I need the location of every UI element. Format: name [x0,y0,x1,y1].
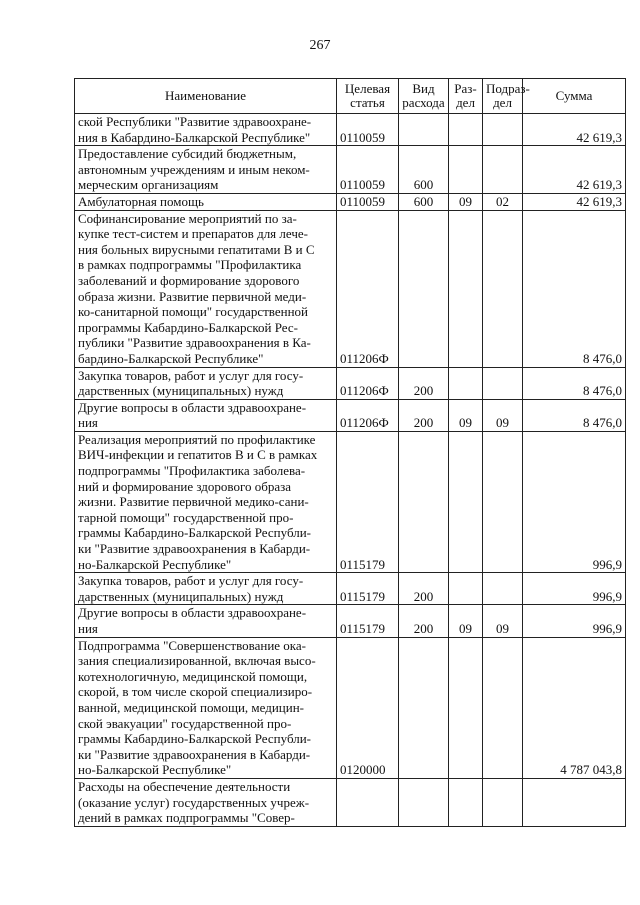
table-row [75,431,626,572]
cell-subsection [483,114,523,146]
cell-expense-type: 600 [399,193,449,210]
page-number: 267 [309,38,331,53]
cell-name: Амбулаторная помощь [75,193,337,210]
cell-section [449,431,483,572]
cell-section: 09 [449,193,483,210]
cell-target: 0110059 [337,114,399,146]
cell-expense-type [399,637,449,778]
cell-target: 011206Ф [337,210,399,367]
cell-target: 011206Ф [337,399,399,431]
cell-amount: 42 619,3 [523,114,626,146]
cell-section [449,114,483,146]
header-name: Наименование [75,79,337,114]
cell-expense-type [399,114,449,146]
cell-amount: 996,9 [523,431,626,572]
cell-amount: 8 476,0 [523,367,626,399]
cell-target [337,778,399,826]
table-row [75,778,626,826]
cell-expense-type: 200 [399,399,449,431]
table-row [75,114,626,146]
cell-amount [523,778,626,826]
cell-subsection [483,573,523,605]
budget-table [74,78,626,827]
cell-name: Закупка товаров, работ и услуг для госу- дарственных (муниципальных) нужд [75,573,337,605]
cell-expense-type: 200 [399,573,449,605]
cell-amount: 42 619,3 [523,193,626,210]
cell-section [449,210,483,367]
cell-section [449,573,483,605]
table-row [75,193,626,210]
table-body [75,114,626,827]
cell-section [449,367,483,399]
cell-name: Расходы на обеспечение деятельности (оказание услуг) государственных учреж- дений в рамках подпрограммы "Совер- [75,778,337,826]
cell-section: 09 [449,605,483,637]
cell-subsection: 09 [483,399,523,431]
cell-name: Предоставление субсидий бюджетным, автономным учреждениям и иным неком- мерческим организациям [75,146,337,194]
cell-name: Другие вопросы в области здравоохране- ния [75,605,337,637]
cell-name: Реализация мероприятий по профилактике ВИЧ-инфекции и гепатитов В и С в рамках подпрограммы "Профилактика заболева- ний и формирование здорового образа жизни. Развитие первичной медико-сани- тарной помощи" государственной про- граммы Кабардино-Балкарской Республи- ки "Развитие здравоохранения в Кабарди- но-Балкарской Республике" [75,431,337,572]
cell-name: Софинансирование мероприятий по за- купке тест-систем и препаратов для лече- ния больных вирусными гепатитами В и С в рамках подпрограммы "Профилактика заболеваний и формирование здорового образа жизни. Развитие первичной меди- ко-санитарной помощи" государственной программы Кабардино-Балкарской Рес- публики "Развитие здравоохранения в Ка- бардино-Балкарской Республике" [75,210,337,367]
cell-amount: 42 619,3 [523,146,626,194]
cell-target: 0115179 [337,573,399,605]
table-row [75,210,626,367]
cell-amount: 996,9 [523,605,626,637]
cell-target: 0110059 [337,193,399,210]
cell-subsection [483,637,523,778]
cell-expense-type [399,431,449,572]
cell-subsection [483,146,523,194]
table-row [75,146,626,194]
cell-subsection [483,210,523,367]
header-section: Раз- дел [449,79,483,114]
cell-section: 09 [449,399,483,431]
cell-name: Другие вопросы в области здравоохране- ния [75,399,337,431]
cell-section [449,637,483,778]
cell-subsection [483,367,523,399]
cell-subsection [483,778,523,826]
table-header-row [75,79,626,114]
cell-name: Закупка товаров, работ и услуг для госу- дарственных (муниципальных) нужд [75,367,337,399]
table-row [75,367,626,399]
cell-target: 011206Ф [337,367,399,399]
table-row [75,573,626,605]
cell-expense-type: 200 [399,367,449,399]
cell-expense-type: 200 [399,605,449,637]
cell-target: 0120000 [337,637,399,778]
cell-amount: 4 787 043,8 [523,637,626,778]
cell-subsection [483,431,523,572]
header-subsection: Подраз- дел [483,79,523,114]
header-amount: Сумма [523,79,626,114]
cell-name: ской Республики "Развитие здравоохране- ния в Кабардино-Балкарской Республике" [75,114,337,146]
cell-amount: 8 476,0 [523,210,626,367]
cell-target: 0115179 [337,605,399,637]
cell-expense-type [399,778,449,826]
cell-subsection: 09 [483,605,523,637]
table-row [75,605,626,637]
cell-expense-type [399,210,449,367]
cell-target: 0115179 [337,431,399,572]
cell-subsection: 02 [483,193,523,210]
table-row [75,399,626,431]
cell-target: 0110059 [337,146,399,194]
cell-section [449,778,483,826]
cell-expense-type: 600 [399,146,449,194]
cell-amount: 8 476,0 [523,399,626,431]
table-row [75,637,626,778]
cell-section [449,146,483,194]
header-expense-type: Вид расхода [399,79,449,114]
cell-name: Подпрограмма "Совершенствование ока- зания специализированной, включая высо- котехнологичную, медицинской помощи, скорой, в том числе скорой специализиро- ванной, медицинской помощи, медицин- ской эвакуации" государственной про- граммы Кабардино-Балкарской Республи- ки "Развитие здравоохранения в Кабарди- но-Балкарской Республике" [75,637,337,778]
cell-amount: 996,9 [523,573,626,605]
header-target: Целевая статья [337,79,399,114]
